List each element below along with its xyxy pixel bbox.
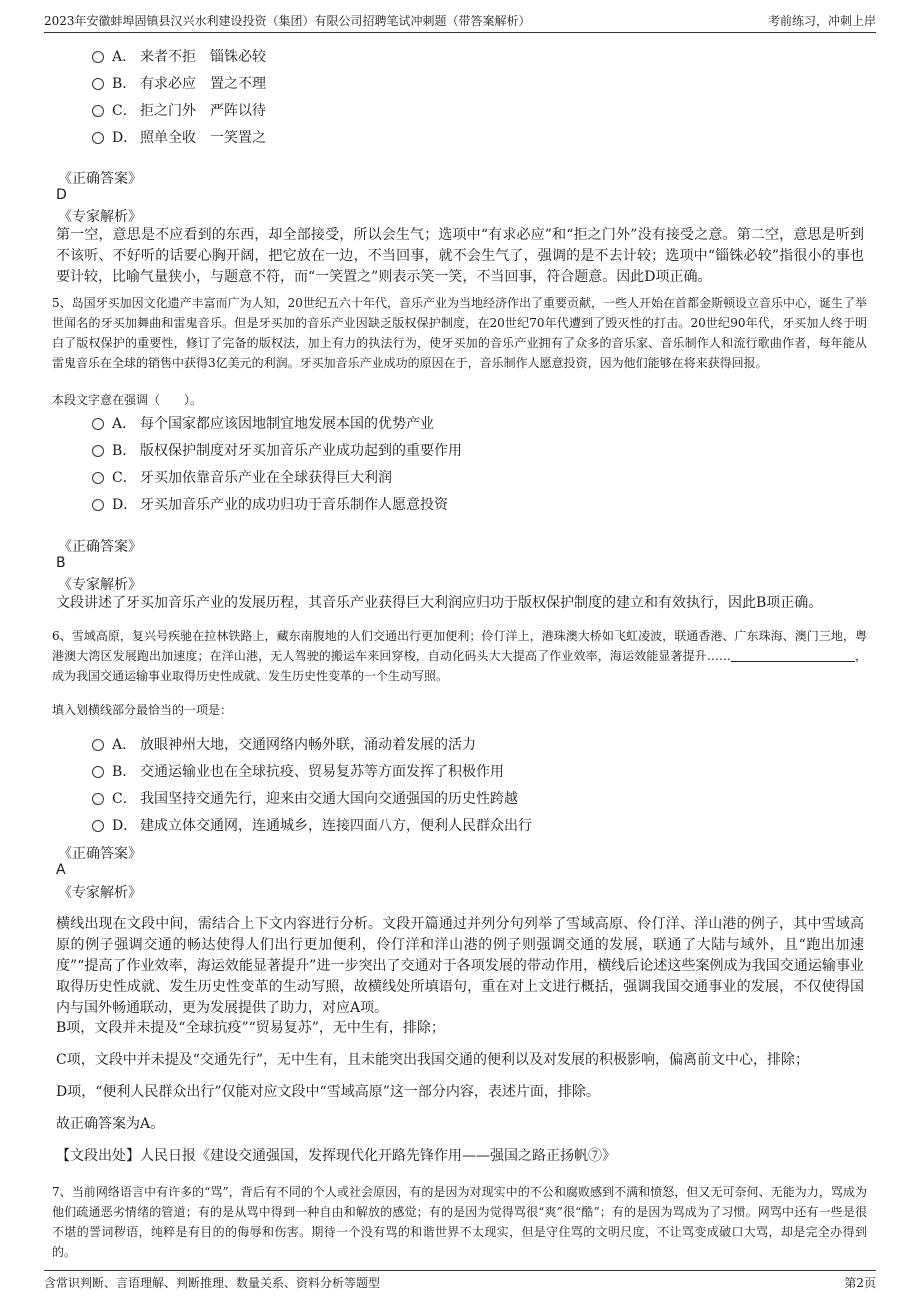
q5-option-a[interactable]: A． 每个国家都应该因地制宜地发展本国的优势产业	[92, 413, 434, 435]
q6-answer-label: 《正确答案》	[58, 846, 142, 862]
q7-stem: 7、当前网络语言中有许多的“骂”，背后有不同的个人或社会原因，有的是因为对现实中的不公和腐败感到不满和愤怒，但又无可奈何、无能为力，骂成为他们疏通恶劣情绪的管道；有的是从骂中得到一种自由和解放的感觉；有的是因为觉得骂很“爽”很“酷”；有的是因为骂成为了习惯。网骂中还有一些是很不堪的詈词秽语，纯粹是有目的的侮辱和伤害。期待一个没有骂的和谐世界不太现实，但是守住骂的文明尺度，不让骂变成破口大骂，却是完全办得到的。	[52, 1185, 867, 1259]
radio-icon[interactable]	[92, 78, 104, 90]
radio-icon[interactable]	[92, 132, 104, 144]
fill-blank	[793, 649, 855, 662]
q5-stem: 5、岛国牙买加因文化遗产丰富而广为人知，20世纪五六十年代，音乐产业为当地经济作出了重要贡献，一些人开始在首都金斯顿设立音乐中心，诞生了举世闻名的牙买加舞曲和雷鬼音乐。但是牙买加的音乐产业因缺乏版权保护制度，在20世纪70年代遭到了毁灭性的打击。20世纪90年代，牙买加人终于明白了版权保护的重要性，修订了完备的版权法，加上有力的执法行为，使牙买加的音乐产业拥有了众多的音乐家、音乐制作人和流行歌曲作者，每年能从雷鬼音乐在全球的销售中获得3亿美元的利润。牙买加音乐产业成功的原因在于，音乐制作人愿意投资，因为他们能够在将来获得回报。	[52, 296, 867, 370]
radio-icon[interactable]	[92, 820, 104, 832]
q5-analysis: 文段讲述了牙买加音乐产业的发展历程，其音乐产业获得巨大利润应归功于版权保护制度的建立和有效执行，因此B项正确。	[56, 595, 823, 611]
q6-analysis-b: B项，文段并未提及“全球抗疫”“贸易复苏”，无中生有，排除；	[56, 1020, 445, 1036]
q5-analysis-label: 《专家解析》	[58, 577, 142, 593]
q4-analysis-label: 《专家解析》	[58, 209, 142, 225]
footer-note: 含常识判断、言语理解、判断推理、数量关系、资料分析等题型	[44, 1276, 381, 1290]
radio-icon[interactable]	[92, 472, 104, 484]
radio-icon[interactable]	[92, 418, 104, 430]
q6-source: 【文段出处】人民日报《建设交通强国，发挥现代化开路先锋作用——强国之路正扬帆⑦》	[56, 1148, 616, 1164]
radio-icon[interactable]	[92, 499, 104, 511]
q4-answer: D	[56, 187, 67, 203]
q4-analysis: 第一空，意思是不应看到的东西，却全部接受，所以会生气；选项中“有求必应”和“拒之门外”没有接受之意。第二空，意思是听到不该听、不好听的话要心胸开阔，把它放在一边，不当回事，就不会生气了，强调的是不去计较；选项中“锱铢必较”指很小的事也要计较，比喻气量狭小，与题意不符，而“一笑置之”则表示笑一笑，不当回事，符合题意。因此D项正确。	[56, 227, 864, 285]
radio-icon[interactable]	[92, 51, 104, 63]
q5-answer-label: 《正确答案》	[58, 539, 142, 555]
radio-icon[interactable]	[92, 766, 104, 778]
q6-option-c[interactable]: C． 我国坚持交通先行，迎来由交通大国向交通强国的历史性跨越	[92, 788, 518, 810]
page-number: 第2页	[844, 1276, 876, 1290]
q5-option-c[interactable]: C． 牙买加依靠音乐产业在全球获得巨大利润	[92, 467, 392, 489]
q6-question: 填入划横线部分最恰当的一项是：	[52, 703, 233, 717]
document-title: 2023年安徽蚌埠固镇县汉兴水利建设投资（集团）有限公司招聘笔试冲刺题（带答案解析）	[44, 14, 531, 28]
q6-analysis-label: 《专家解析》	[58, 885, 142, 901]
radio-icon[interactable]	[92, 445, 104, 457]
q6-option-d[interactable]: D． 建成立体交通网，连通城乡，连接四面八方，便利人民群众出行	[92, 815, 532, 837]
q5-option-d[interactable]: D． 牙买加音乐产业的成功归功于音乐制作人愿意投资	[92, 494, 448, 516]
radio-icon[interactable]	[92, 739, 104, 751]
q6-analysis-main: 横线出现在文段中间，需结合上下文内容进行分析。文段开篇通过并列分句列举了雪域高原、伶仃洋、洋山港的例子，其中雪域高原的例子强调交通的畅达使得人们出行更加便利，伶仃洋和洋山港的例子则强调交通的发展，联通了大陆与域外，且“跑出加速度”“提高了作业效率，海运效能显著提升”进一步突出了交通对于各项发展的带动作用，横线后论述这些案例成为我国交通运输事业取得历史性成就、发生历史性变革的生动写照，故横线处所填语句，重在对上文进行概括，强调我国交通事业的发展，不仅使得国内与国外畅通联动，更为发展提供了助力，对应A项。	[56, 916, 864, 1016]
q5-question: 本段文字意在强调（ ）。	[52, 393, 203, 407]
q6-answer: A	[56, 862, 66, 878]
q6-analysis-d: D项，“便利人民群众出行”仅能对应文段中“雪域高原”这一部分内容，表述片面，排除。	[56, 1084, 600, 1100]
page-footer	[44, 1270, 876, 1295]
header-slogan: 考前练习，冲刺上岸	[767, 14, 876, 28]
q4-option-c[interactable]: C． 拒之门外 严阵以待	[92, 100, 266, 122]
q4-answer-label: 《正确答案》	[58, 171, 142, 187]
radio-icon[interactable]	[92, 105, 104, 117]
q6-stem: 6、雪域高原，复兴号疾驰在拉林铁路上，藏东南腹地的人们交通出行更加便利；伶仃洋上，港珠澳大桥如飞虹凌波，联通香港、广东珠海、澳门三地，粤港澳大湾区发展跑出加速度；在洋山港，无人驾驶的搬运车来回穿梭，自动化码头大大提高了作业效率，海运效能显著提升…… ，成为我国交通运输事业取得历史性成就、发生历史性变革的一个生动写照。	[52, 629, 867, 683]
q5-answer: B	[56, 555, 66, 571]
fill-blank	[731, 649, 793, 662]
q4-option-a[interactable]: A． 来者不拒 锱铢必较	[92, 46, 266, 68]
q6-conclusion: 故正确答案为A。	[56, 1116, 165, 1132]
q4-option-b[interactable]: B． 有求必应 置之不理	[92, 73, 266, 95]
q4-option-d[interactable]: D． 照单全收 一笑置之	[92, 127, 266, 149]
q6-analysis-c: C项，文段中并未提及“交通先行”，无中生有，且未能突出我国交通的便利以及对发展的积极影响，偏离前文中心，排除；	[56, 1052, 810, 1068]
q6-option-b[interactable]: B． 交通运输业也在全球抗疫、贸易复苏等方面发挥了积极作用	[92, 761, 504, 783]
q5-option-b[interactable]: B． 版权保护制度对牙买加音乐产业成功起到的重要作用	[92, 440, 462, 462]
q6-option-a[interactable]: A． 放眼神州大地，交通网络内畅外联，涌动着发展的活力	[92, 734, 476, 756]
page-header	[44, 10, 876, 33]
radio-icon[interactable]	[92, 793, 104, 805]
